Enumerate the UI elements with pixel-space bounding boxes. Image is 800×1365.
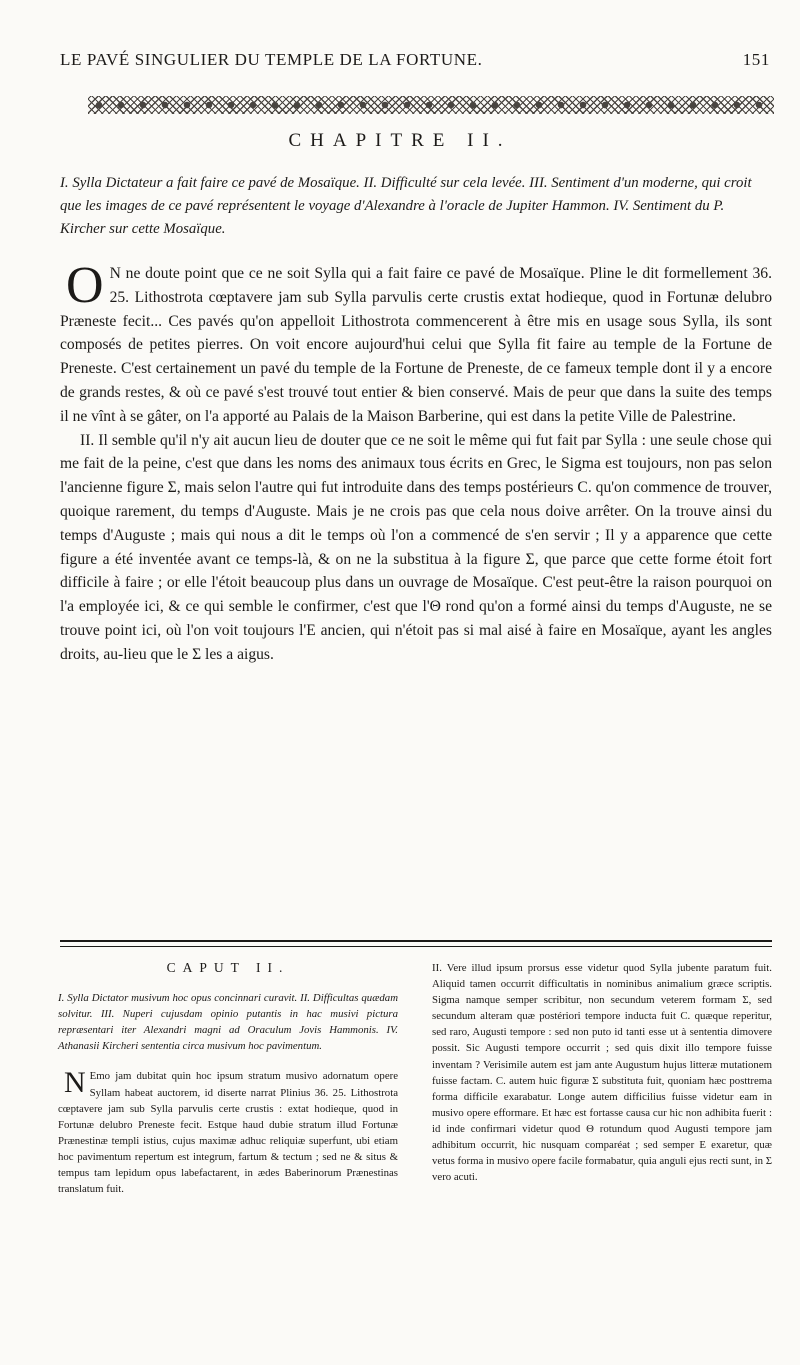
drop-cap: O bbox=[66, 257, 104, 314]
french-body-text bbox=[60, 257, 772, 667]
decorative-ornament-band bbox=[88, 96, 774, 114]
latin-left-column bbox=[58, 960, 398, 1197]
latin-argument: I. Sylla Dictator musivum hoc opus concinnari curavit. II. Difficultas quædam solvitur. III. Nuperi cujusdam opinio putantis in hac musivi pictura repræsentari iter Alexandri magni ad Oraculum Jovis Hammonis. IV. Athanasii Kircheri sententia circa musivum hoc pavimentum. bbox=[58, 992, 398, 1053]
paragraph-1-text: N ne doute point que ce ne soit Sylla qui a fait faire ce pavé de Mosaïque. Pline le dit formellement 36. 25. Lithostrota cœptavere jam sub Sylla parvulis certe crustis extat hodieque, quod in Fortunæ delubro Præneste fecit... Ces pavés qu'on appelloit Lithostrota commencerent à être mis en usage sous Sylla, ils sont composés de petites pierres. On voit encore aujourd'hui celui que Sylla fit faire au temple de la Fortune de Preneste. C'est certainement un pavé du temple de la Fortune de Preneste, de ce fameux temple dont il y a encore de grands restes, & où ce pavé s'est trouvé tout entier & bien conservé. Mais de peur que dans la suite des temps il ne vînt à se gâter, on l'a apporté au Palais de la Maison Barberine, qui est dans la petite Ville de Palestrine. bbox=[60, 265, 772, 425]
paragraph-2: II. Il semble qu'il n'y ait aucun lieu de douter que ce ne soit le même qui fut fait par Sylla : une seule chose qui me fait de la peine, c'est que dans les noms des animaux tous écrits en Grec, le Sigma est toujours, non pas selon l'ancienne figure Σ, mais selon l'autre qui fut introduite dans des temps postérieurs C. qu'on commence de trouver, quoique rarement, du temps d'Auguste. Mais je ne crois pas que cela nous doive arrêter. On la trouve ainsi du temps d'Auguste ; mais qui nous a dit le temps où l'on a commencé de s'en servir ; Il y a apparence que cette figure a été inventée avant ce temps-là, & on ne la substitua à la figure Σ, que parce que cette forme étoit fort difficile à faire ; or elle l'étoit beaucoup plus dans un ouvrage de Mosaïque. C'est peut-être la raison pourquoi on l'a employée ici, & ce qui semble le confirmer, c'est que l'Θ rond qu'on a formé ainsi du temps d'Auguste, ne se trouve point ici, où l'on voit toujours l'E ancien, qui n'étoit pas si mal aisé à faire en Mosaïque, ayant les angles droits, au-lieu que le Σ les a aigus. bbox=[60, 431, 772, 663]
page-number: 151 bbox=[742, 50, 770, 69]
latin-left-paragraph bbox=[58, 1068, 398, 1197]
latin-left-text: Emo jam dubitat quin hoc ipsum stratum musivo adornatum opere Syllam habeat auctorem, id diserte narrat Plinius 36. 25. Lithostrota cœptavere jam sub Sylla parvulis certe crustis : extat hodieque, quod in Fortunæ delubro Preneste fecit. Estque haud dubie stratum illud Fortunæ Prænestinæ templi istius, cujus maximæ adhuc reliquiæ superfunt, ubi etiam hoc pavimentum repertum est integrum, fartum & tectum ; sed ne & situs & tempus tam lepidum opus labefactarent, in ædes Baberinorum Prænestinas translatum fuit. bbox=[58, 1070, 398, 1196]
chapter-argument: I. Sylla Dictateur a fait faire ce pavé de Mosaïque. II. Difficulté sur cela levée. III. Sentiment d'un moderne, qui croit que les images de ce pavé représentent le voyage d'Alexandre à l'oracle de Jupiter Hammon. IV. Sentiment du P. Kircher sur cette Mosaïque. bbox=[60, 175, 752, 237]
latin-right-column bbox=[432, 960, 772, 1185]
paragraph-1 bbox=[60, 257, 772, 429]
latin-heading: CAPUT II. bbox=[166, 960, 290, 975]
chapter-heading: CHAPITRE II. bbox=[288, 130, 512, 151]
latin-drop-cap: N bbox=[64, 1066, 86, 1100]
running-head-title: LE PAVÉ SINGULIER DU TEMPLE DE LA FORTUNE. bbox=[60, 50, 483, 69]
latin-right-paragraph: II. Vere illud ipsum prorsus esse videtur quod Sylla jubente paratum fuit. Aliquid tamen occurrit difficultatis in nominibus animalium græce scriptis. Sigma namque semper scribitur, non secundum veterem formam Σ, sed secundum alteram quæ postériori tempore inducta fuit C. quæque reperitur, sed raro, Augusti tempore : sed non puto id tanti esse ut à sententia dimovere possit. Sic Augusti tempore occurrit ; sed quis dixit illo tempore fuisse inventam ? Verisimile autem est jam ante Augustum hujus litteræ mutationem fuisse factam. C. autem huic figuræ Σ substituta fuit, quoniam hæc posttrema forma difficile exarabatur. Longe autem difficilius fuisse videtur eam in musivo opere efformare. Et hæc est fortasse causa cur hic non adhibita fuerit : id inde confirmari videtur quod Θ rotundum quod Augusti tempore jam adhibitum occurrit, hic nusquam comparéat ; sed semper E exaretur, quæ vetus forma in musivo opere facile formabatur, quia anguli ejus recti sunt, in Σ vero acuti. bbox=[432, 962, 772, 1184]
section-divider bbox=[60, 940, 772, 947]
